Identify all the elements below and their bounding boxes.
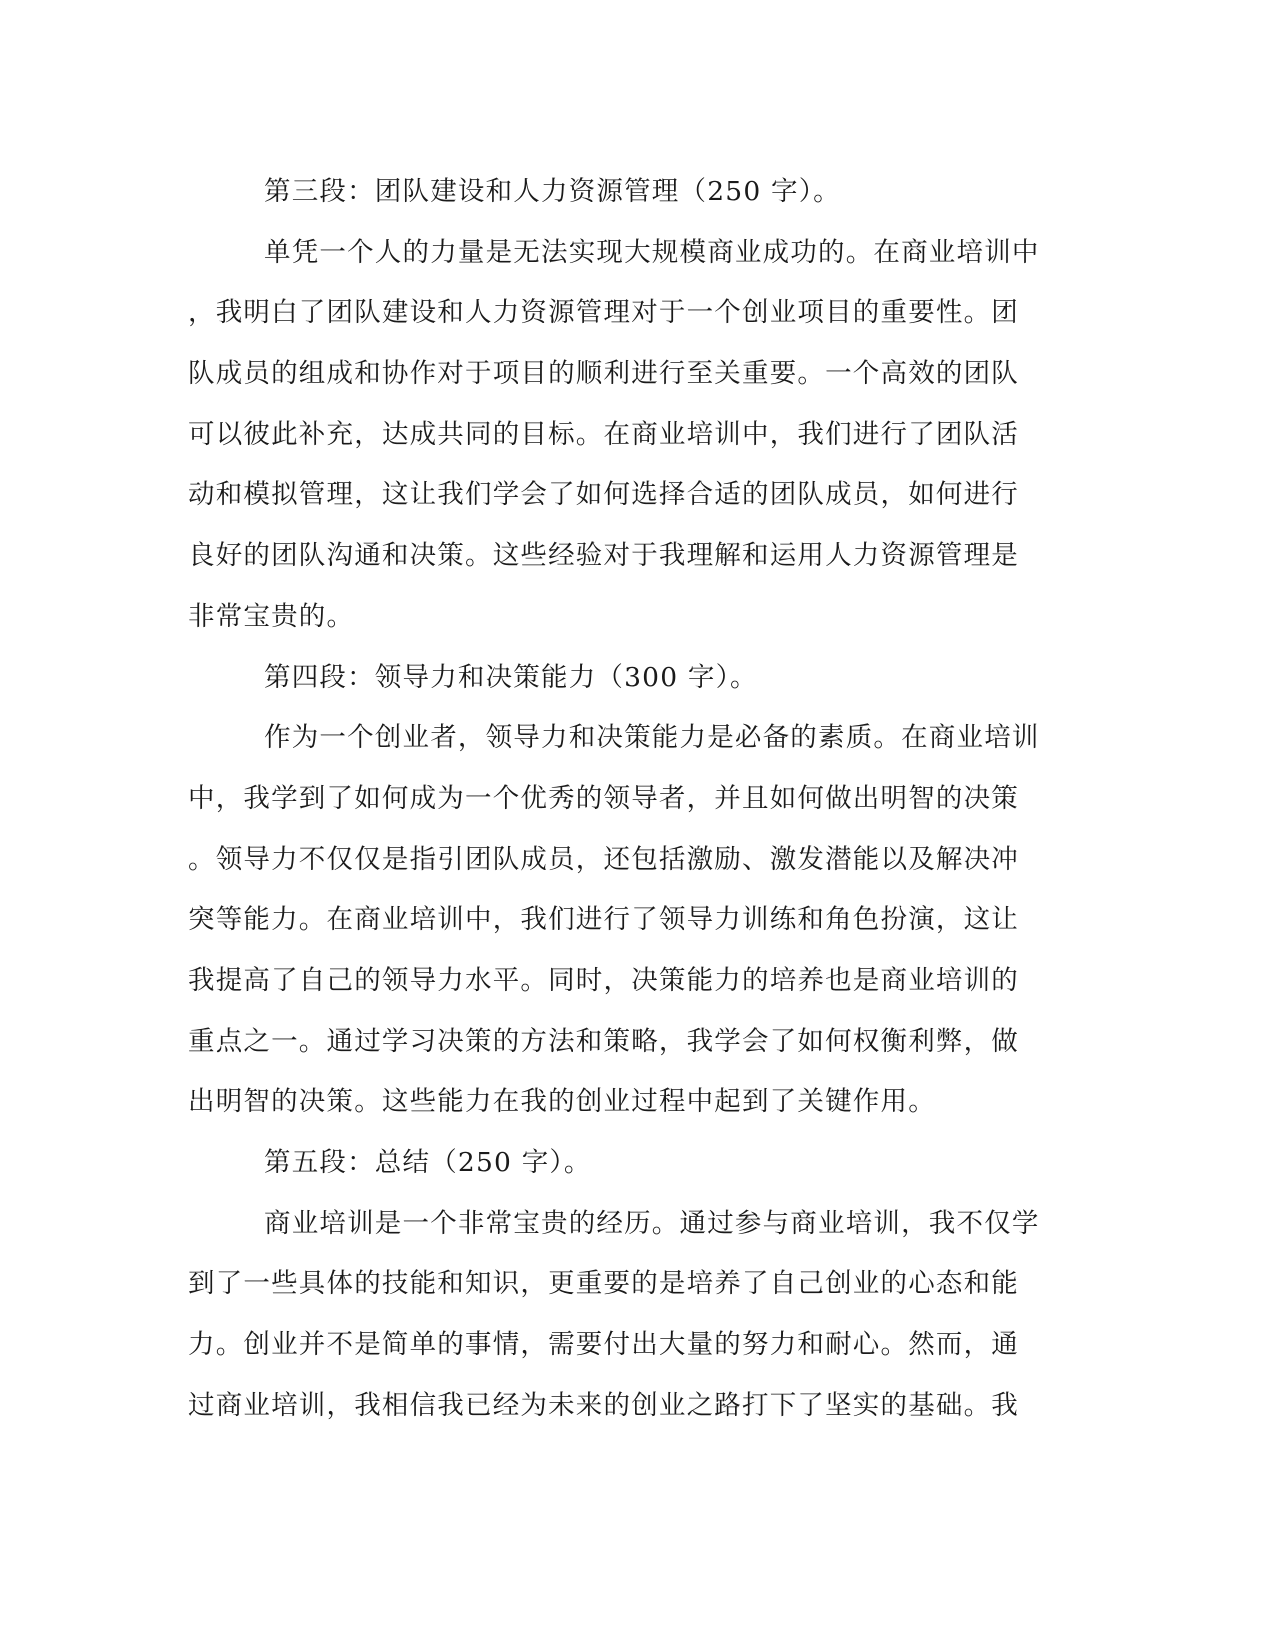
paragraph-line: 队成员的组成和协作对于项目的顺利进行至关重要。一个高效的团队 [188, 358, 1019, 390]
paragraph-line: 出明智的决策。这些能力在我的创业过程中起到了关键作用。 [188, 1086, 936, 1118]
paragraph-line: 突等能力。在商业培训中，我们进行了领导力训练和角色扮演，这让 [188, 904, 1019, 936]
paragraph-line: 单凭一个人的力量是无法实现大规模商业成功的。在商业培训中 [264, 236, 1040, 268]
paragraph-line: 重点之一。通过学习决策的方法和策略，我学会了如何权衡利弊，做 [188, 1025, 1019, 1057]
paragraph-line: 非常宝贵的。 [188, 600, 355, 632]
document-body [188, 162, 1078, 1436]
paragraph-line: 中，我学到了如何成为一个优秀的领导者，并且如何做出明智的决策 [188, 782, 1019, 814]
paragraph-line: 。领导力不仅仅是指引团队成员，还包括激励、激发潜能以及解决冲 [188, 843, 1019, 875]
paragraph-line: 力。创业并不是简单的事情，需要付出大量的努力和耐心。然而，通 [188, 1329, 1019, 1361]
paragraph-line: 过商业培训，我相信我已经为未来的创业之路打下了坚实的基础。我 [188, 1389, 1019, 1421]
paragraph-line: ，我明白了团队建设和人力资源管理对于一个创业项目的重要性。团 [188, 297, 1019, 329]
section-heading-5: 第五段：总结（250 字）。 [264, 1147, 592, 1178]
paragraph-line: 作为一个创业者，领导力和决策能力是必备的素质。在商业培训 [264, 722, 1040, 754]
paragraph-line: 动和模拟管理，这让我们学会了如何选择合适的团队成员，如何进行 [188, 479, 1019, 511]
paragraph-line: 我提高了自己的领导力水平。同时，决策能力的培养也是商业培训的 [188, 964, 1019, 996]
paragraph-line: 商业培训是一个非常宝贵的经历。通过参与商业培训，我不仅学 [264, 1207, 1040, 1239]
paragraph-line: 到了一些具体的技能和知识，更重要的是培养了自己创业的心态和能 [188, 1268, 1019, 1300]
paragraph-line: 可以彼此补充，达成共同的目标。在商业培训中，我们进行了团队活 [188, 418, 1019, 450]
section-heading-4: 第四段：领导力和决策能力（300 字）。 [264, 661, 758, 693]
paragraph-line: 良好的团队沟通和决策。这些经验对于我理解和运用人力资源管理是 [188, 540, 1019, 572]
section-heading-3: 第三段：团队建设和人力资源管理（250 字）。 [264, 176, 841, 207]
